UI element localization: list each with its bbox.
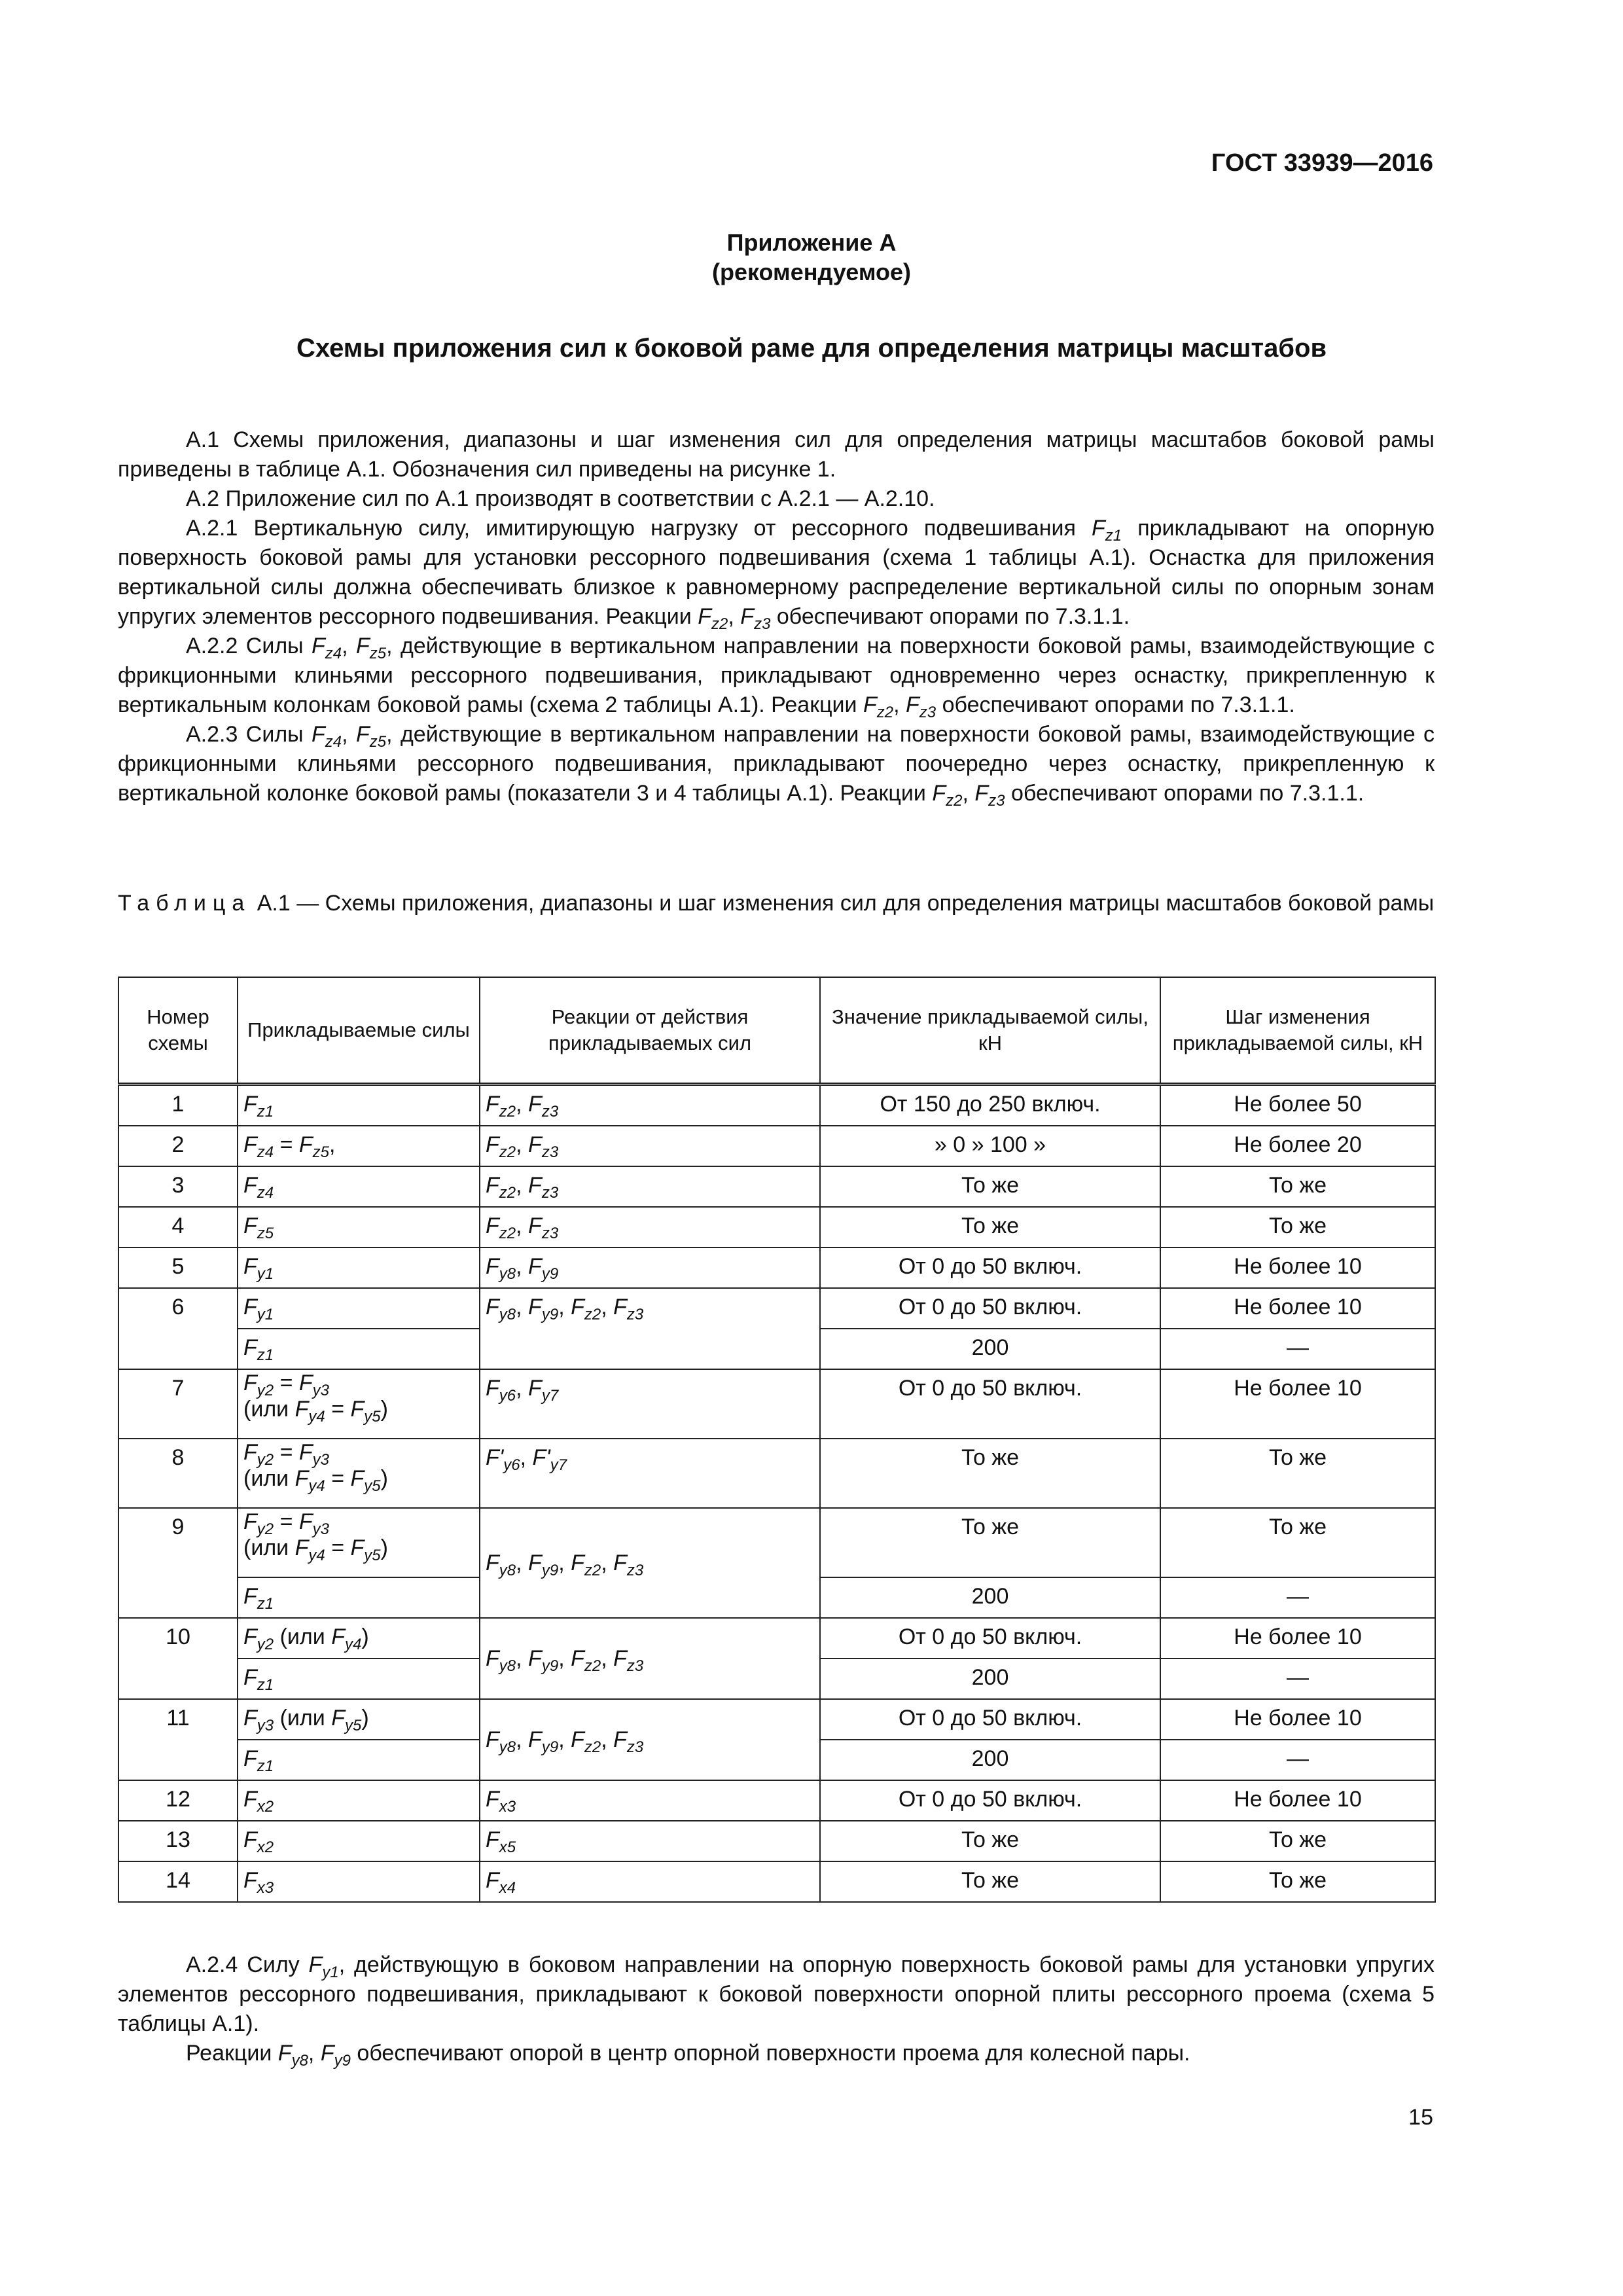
table-row: 9 $F_{y2} = F_{y3}$ (или $F_{y4} = F_{y5}$) $F_{y8}$, $F_{y9}$, $F_{z2}$, $F_{z3}$ То же То же bbox=[118, 1508, 1435, 1577]
forces-table bbox=[118, 977, 1436, 1903]
header-applied-forces: Прикладываемые силы bbox=[238, 977, 480, 1085]
header-force-value: Значение прикладываемой силы, кН bbox=[820, 977, 1160, 1085]
table-row: $F_{z1}$ 200 — bbox=[118, 1740, 1435, 1780]
table-row: 13 $F_{x2}$ $F_{x5}$ То же То же bbox=[118, 1821, 1435, 1861]
standard-code: ГОСТ 33939—2016 bbox=[1211, 149, 1433, 177]
table-row: $F_{z1}$ 200 — bbox=[118, 1329, 1435, 1369]
table-row: $F_{z1}$ 200 — bbox=[118, 1577, 1435, 1618]
body-text bbox=[118, 425, 1435, 808]
table-row: 6 $F_{y1}$ $F_{y8}$, $F_{y9}$, $F_{z2}$, $F_{z3}$ От 0 до 50 включ. Не более 10 bbox=[118, 1288, 1435, 1329]
paragraph-a1: А.1 Схемы приложения, диапазоны и шаг изменения сил для определения матрицы масштабов боковой рамы приведены в таблице А.1. Обозначения сил приведены на рисунке 1. bbox=[118, 427, 1435, 482]
paragraph-a21: А.2.1 Вертикальную силу, имитирующую нагрузку от рессорного подвешивания $F_{z1}$ прикладывают на опорную поверхность боковой рамы для установки рессорного подвешивания (схема 1 таблицы А.1). Оснастка для приложения вертикальной силы должна обеспечивать близкое к равномерному распределение вертикальной силы по опорным зонам упругих элементов рессорного подвешивания. Реакции $F_{z2}$, $F_{z3}$ обеспечивают опорами по 7.3.1.1. bbox=[118, 516, 1435, 633]
table-row: 12 $F_{x2}$ $F_{x3}$ От 0 до 50 включ. Не более 10 bbox=[118, 1780, 1435, 1821]
table-row: 3 $F_{z4}$ $F_{z2}$, $F_{z3}$ То же То же bbox=[118, 1166, 1435, 1207]
table-row: 4 $F_{z5}$ $F_{z2}$, $F_{z3}$ То же То же bbox=[118, 1207, 1435, 1247]
table-row: 2 $F_{z4} = F_{z5}$, $F_{z2}$, $F_{z3}$ » 0 » 100 » Не более 20 bbox=[118, 1126, 1435, 1166]
table-row: 1 $F_{z1}$ $F_{z2}$, $F_{z3}$ От 150 до 250 включ. Не более 50 bbox=[118, 1085, 1435, 1126]
table-row: 10 $F_{y2}$ (или $F_{y4}$) $F_{y8}$, $F_{y9}$, $F_{z2}$, $F_{z3}$ От 0 до 50 включ. Не более 10 bbox=[118, 1618, 1435, 1659]
paragraph-a24-reactions: Реакции $F_{y8}$, $F_{y9}$ обеспечивают опорой в центр опорной поверхности проема для колесной пары. bbox=[186, 2041, 1190, 2070]
header-reactions: Реакции от действия прикладываемых сил bbox=[480, 977, 820, 1085]
body-text-after-table bbox=[118, 1950, 1435, 2068]
paragraph-a23: А.2.3 Силы $F_{z4}$, $F_{z5}$, действующие в вертикальном направлении на поверхности боковой рамы, взаимодействующие с фрикционными клиньями рессорного подвешивания, прикладывают поочередно через оснастку, прикрепленную к вертикальной колонке боковой рамы (показатели 3 и 4 таблицы А.1). Реакции $F_{z2}$, $F_{z3}$ обеспечивают опорами по 7.3.1.1. bbox=[118, 722, 1435, 810]
table-row: $F_{z1}$ 200 — bbox=[118, 1659, 1435, 1699]
table-caption: Таблица А.1 — Схемы приложения, диапазоны и шаг изменения сил для определения матрицы масштабов боковой рамы bbox=[118, 891, 1435, 916]
document-title: Схемы приложения сил к боковой раме для определения матрицы масштабов bbox=[296, 334, 1327, 363]
table-row: 7 $F_{y2} = F_{y3}$ (или $F_{y4} = F_{y5}$) $F_{y6}$, $F_{y7}$ От 0 до 50 включ. Не более 10 bbox=[118, 1369, 1435, 1439]
table-row: 8 $F_{y2} = F_{y3}$ (или $F_{y4} = F_{y5}$) $F'_{y6}$, $F'_{y7}$ То же То же bbox=[118, 1439, 1435, 1508]
appendix-status: (рекомендуемое) bbox=[712, 259, 911, 285]
page-number: 15 bbox=[1408, 2105, 1433, 2130]
table-row: 5 $F_{y1}$ $F_{y8}$, $F_{y9}$ От 0 до 50 включ. Не более 10 bbox=[118, 1247, 1435, 1288]
paragraph-a24: А.2.4 Силу $F_{y1}$, действующую в боковом направлении на опорную поверхность боковой рамы для установки упругих элементов рессорного подвешивания, прикладывают к боковой поверхности опорной плиты рессорного проема (схема 5 таблицы А.1). bbox=[118, 1952, 1435, 2036]
appendix-title: Приложение А bbox=[726, 229, 897, 256]
table-row: 11 $F_{y3}$ (или $F_{y5}$) $F_{y8}$, $F_{y9}$, $F_{z2}$, $F_{z3}$ От 0 до 50 включ. Не более 10 bbox=[118, 1699, 1435, 1740]
header-scheme-number: Номер схемы bbox=[118, 977, 238, 1085]
paragraph-a2: А.2 Приложение сил по А.1 производят в соответствии с А.2.1 — А.2.10. bbox=[186, 486, 935, 511]
paragraph-a22: А.2.2 Силы $F_{z4}$, $F_{z5}$, действующие в вертикальном направлении на поверхности боковой рамы, взаимодействующие с фрикционными клиньями рессорного подвешивания, прикладывают одновременно через оснастку, прикрепленную к вертикальным колонкам боковой рамы (схема 2 таблицы А.1). Реакции $F_{z2}$, $F_{z3}$ обеспечивают опорами по 7.3.1.1. bbox=[118, 634, 1435, 721]
header-force-step: Шаг изменения прикладываемой силы, кН bbox=[1160, 977, 1435, 1085]
table-header-row bbox=[118, 977, 1435, 1085]
table-row: 14 $F_{x3}$ $F_{x4}$ То же То же bbox=[118, 1861, 1435, 1902]
